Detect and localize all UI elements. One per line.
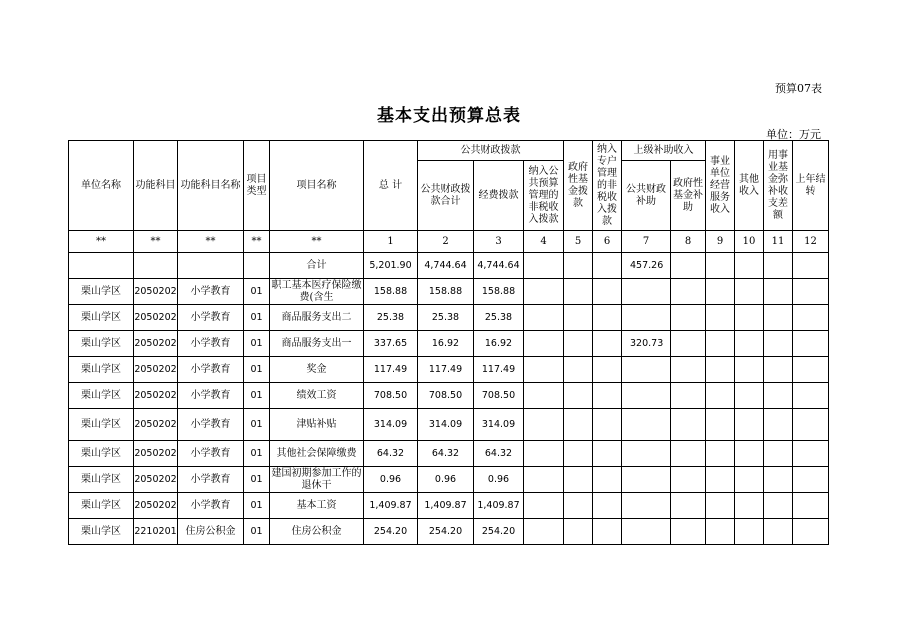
empty-cell (564, 305, 593, 331)
index-cell: 1 (364, 231, 418, 253)
empty-cell (671, 493, 706, 519)
cell-total: 314.09 (364, 409, 418, 441)
empty-cell (564, 493, 593, 519)
header-special-nontax: 纳入专户管理的非税收入拨款 (593, 141, 622, 231)
cell-funding: 1,409.87 (474, 493, 524, 519)
empty-cell (593, 383, 622, 409)
cell-code: 2050202 (134, 409, 178, 441)
empty-cell (793, 279, 829, 305)
index-cell: 6 (593, 231, 622, 253)
cell-code (134, 253, 178, 279)
cell-pf-total: 4,744.64 (418, 253, 474, 279)
index-cell: 4 (524, 231, 564, 253)
empty-cell (564, 383, 593, 409)
empty-cell (735, 357, 764, 383)
index-cell: ** (69, 231, 134, 253)
cell-pname: 基本工资 (270, 493, 364, 519)
empty-cell (706, 305, 735, 331)
cell-sup-pf (622, 441, 671, 467)
empty-cell (706, 279, 735, 305)
empty-cell (524, 331, 564, 357)
cell-ptype: 01 (244, 409, 270, 441)
empty-cell (735, 383, 764, 409)
empty-cell (706, 467, 735, 493)
empty-cell (671, 305, 706, 331)
cell-unit: 栗山学区 (69, 467, 134, 493)
index-cell: 8 (671, 231, 706, 253)
empty-cell (524, 493, 564, 519)
empty-cell (593, 305, 622, 331)
cell-funding: 158.88 (474, 279, 524, 305)
empty-cell (735, 331, 764, 357)
cell-ptype: 01 (244, 357, 270, 383)
table-row (69, 467, 829, 493)
empty-cell (564, 253, 593, 279)
cell-funding: 708.50 (474, 383, 524, 409)
cell-pname: 合计 (270, 253, 364, 279)
empty-cell (593, 409, 622, 441)
index-cell: 11 (764, 231, 793, 253)
header-gov-fund: 政府性基金拨款 (564, 141, 593, 231)
empty-cell (671, 253, 706, 279)
header-sup-public-fiscal: 公共财政补助 (622, 161, 671, 231)
cell-ptype: 01 (244, 383, 270, 409)
cell-pname: 绩效工资 (270, 383, 364, 409)
empty-cell (764, 493, 793, 519)
empty-cell (793, 331, 829, 357)
empty-cell (593, 519, 622, 545)
cell-total: 254.20 (364, 519, 418, 545)
cell-code: 2050202 (134, 493, 178, 519)
header-func-code: 功能科目 (134, 141, 178, 231)
cell-code: 2050202 (134, 467, 178, 493)
empty-cell (764, 383, 793, 409)
header-total: 总 计 (364, 141, 418, 231)
empty-cell (706, 519, 735, 545)
index-cell: ** (178, 231, 244, 253)
cell-pname: 住房公积金 (270, 519, 364, 545)
empty-cell (735, 253, 764, 279)
empty-cell (593, 253, 622, 279)
empty-cell (706, 253, 735, 279)
table-row (69, 441, 829, 467)
cell-unit: 栗山学区 (69, 441, 134, 467)
cell-sup-pf (622, 383, 671, 409)
cell-fname: 小学教育 (178, 493, 244, 519)
cell-ptype: 01 (244, 305, 270, 331)
empty-cell (764, 279, 793, 305)
empty-cell (524, 279, 564, 305)
unit-label: 单位：万元 (766, 128, 821, 141)
cell-pname: 商品服务支出一 (270, 331, 364, 357)
empty-cell (793, 357, 829, 383)
cell-code: 2050202 (134, 383, 178, 409)
empty-cell (564, 279, 593, 305)
form-code: 预算07表 (775, 82, 822, 95)
empty-cell (593, 493, 622, 519)
empty-cell (793, 467, 829, 493)
cell-code: 2050202 (134, 279, 178, 305)
cell-fname: 小学教育 (178, 409, 244, 441)
cell-code: 2210201 (134, 519, 178, 545)
empty-cell (706, 383, 735, 409)
cell-funding: 4,744.64 (474, 253, 524, 279)
cell-funding: 314.09 (474, 409, 524, 441)
header-fund-balance: 用事业基金弥补收支差额 (764, 141, 793, 231)
index-cell: 3 (474, 231, 524, 253)
header-func-name: 功能科目名称 (178, 141, 244, 231)
empty-cell (524, 467, 564, 493)
cell-pname: 其他社会保障缴费 (270, 441, 364, 467)
table-row (69, 305, 829, 331)
cell-fname (178, 253, 244, 279)
cell-total: 158.88 (364, 279, 418, 305)
header-superior-subsidy: 上级补助收入 (622, 141, 706, 161)
cell-pname: 奖金 (270, 357, 364, 383)
empty-cell (764, 409, 793, 441)
cell-unit: 栗山学区 (69, 519, 134, 545)
empty-cell (706, 493, 735, 519)
empty-cell (564, 357, 593, 383)
cell-unit: 栗山学区 (69, 357, 134, 383)
cell-pf-total: 0.96 (418, 467, 474, 493)
cell-pf-total: 64.32 (418, 441, 474, 467)
cell-sup-pf (622, 305, 671, 331)
empty-cell (593, 279, 622, 305)
empty-cell (793, 441, 829, 467)
empty-cell (706, 441, 735, 467)
empty-cell (524, 441, 564, 467)
cell-total: 117.49 (364, 357, 418, 383)
empty-cell (764, 357, 793, 383)
cell-code: 2050202 (134, 305, 178, 331)
empty-cell (593, 331, 622, 357)
empty-cell (671, 519, 706, 545)
empty-cell (564, 467, 593, 493)
table-row (69, 331, 829, 357)
empty-cell (524, 519, 564, 545)
cell-total: 5,201.90 (364, 253, 418, 279)
cell-total: 337.65 (364, 331, 418, 357)
cell-code: 2050202 (134, 441, 178, 467)
cell-funding: 0.96 (474, 467, 524, 493)
cell-sup-pf (622, 493, 671, 519)
cell-fname: 小学教育 (178, 441, 244, 467)
cell-funding: 25.38 (474, 305, 524, 331)
empty-cell (793, 519, 829, 545)
table-row (69, 409, 829, 441)
empty-cell (671, 357, 706, 383)
cell-fname: 住房公积金 (178, 519, 244, 545)
header-unit-name: 单位名称 (69, 141, 134, 231)
empty-cell (593, 441, 622, 467)
table-row (69, 279, 829, 305)
budget-table (68, 140, 829, 545)
cell-unit: 栗山学区 (69, 493, 134, 519)
cell-pname: 津贴补贴 (270, 409, 364, 441)
cell-pf-total: 16.92 (418, 331, 474, 357)
cell-total: 25.38 (364, 305, 418, 331)
cell-pf-total: 158.88 (418, 279, 474, 305)
empty-cell (671, 409, 706, 441)
empty-cell (735, 279, 764, 305)
total-row (69, 253, 829, 279)
table-row (69, 493, 829, 519)
empty-cell (764, 441, 793, 467)
index-cell: 10 (735, 231, 764, 253)
header-sup-gov-fund: 政府性基金补助 (671, 161, 706, 231)
cell-code: 2050202 (134, 331, 178, 357)
cell-pf-total: 708.50 (418, 383, 474, 409)
cell-sup-pf (622, 409, 671, 441)
index-cell: 9 (706, 231, 735, 253)
cell-ptype: 01 (244, 519, 270, 545)
index-cell: 7 (622, 231, 671, 253)
empty-cell (593, 467, 622, 493)
cell-total: 0.96 (364, 467, 418, 493)
empty-cell (735, 467, 764, 493)
cell-sup-pf (622, 357, 671, 383)
empty-cell (564, 409, 593, 441)
empty-cell (735, 441, 764, 467)
header-carryover: 上年结转 (793, 141, 829, 231)
cell-fname: 小学教育 (178, 383, 244, 409)
cell-pf-total: 117.49 (418, 357, 474, 383)
header-nontax-in-budget: 纳入公共预算管理的非税收入拨款 (524, 161, 564, 231)
header-proj-name: 项目名称 (270, 141, 364, 231)
empty-cell (735, 493, 764, 519)
index-cell: 2 (418, 231, 474, 253)
header-funding: 经费拨款 (474, 161, 524, 231)
cell-unit: 栗山学区 (69, 383, 134, 409)
cell-ptype: 01 (244, 331, 270, 357)
header-business-income: 事业单位经营服务收入 (706, 141, 735, 231)
cell-sup-pf (622, 467, 671, 493)
empty-cell (764, 305, 793, 331)
cell-funding: 254.20 (474, 519, 524, 545)
cell-fname: 小学教育 (178, 331, 244, 357)
cell-sup-pf: 457.26 (622, 253, 671, 279)
empty-cell (671, 383, 706, 409)
table-row (69, 383, 829, 409)
cell-ptype: 01 (244, 279, 270, 305)
cell-pf-total: 314.09 (418, 409, 474, 441)
cell-pname: 商品服务支出二 (270, 305, 364, 331)
cell-funding: 64.32 (474, 441, 524, 467)
cell-unit: 栗山学区 (69, 305, 134, 331)
index-cell: ** (270, 231, 364, 253)
cell-code: 2050202 (134, 357, 178, 383)
empty-cell (793, 305, 829, 331)
header-public-fiscal: 公共财政拨款 (418, 141, 564, 161)
cell-sup-pf (622, 519, 671, 545)
cell-fname: 小学教育 (178, 357, 244, 383)
empty-cell (524, 305, 564, 331)
empty-cell (764, 467, 793, 493)
empty-cell (735, 409, 764, 441)
cell-ptype: 01 (244, 467, 270, 493)
empty-cell (524, 357, 564, 383)
empty-cell (764, 519, 793, 545)
empty-cell (564, 441, 593, 467)
index-cell: ** (134, 231, 178, 253)
cell-sup-pf (622, 279, 671, 305)
header-public-fiscal-total: 公共财政拨款合计 (418, 161, 474, 231)
empty-cell (764, 331, 793, 357)
cell-sup-pf: 320.73 (622, 331, 671, 357)
empty-cell (593, 357, 622, 383)
empty-cell (735, 519, 764, 545)
empty-cell (524, 253, 564, 279)
cell-funding: 16.92 (474, 331, 524, 357)
table-row (69, 519, 829, 545)
table-row (69, 357, 829, 383)
cell-pf-total: 254.20 (418, 519, 474, 545)
cell-fname: 小学教育 (178, 305, 244, 331)
empty-cell (793, 383, 829, 409)
page-title: 基本支出预算总表 (377, 106, 521, 126)
empty-cell (524, 409, 564, 441)
cell-pf-total: 25.38 (418, 305, 474, 331)
index-row (69, 231, 829, 253)
empty-cell (524, 383, 564, 409)
empty-cell (793, 409, 829, 441)
empty-cell (564, 519, 593, 545)
cell-unit: 栗山学区 (69, 279, 134, 305)
cell-unit: 栗山学区 (69, 331, 134, 357)
empty-cell (706, 409, 735, 441)
empty-cell (706, 357, 735, 383)
cell-ptype: 01 (244, 441, 270, 467)
header-proj-type: 项目类型 (244, 141, 270, 231)
index-cell: ** (244, 231, 270, 253)
cell-unit: 栗山学区 (69, 409, 134, 441)
cell-total: 1,409.87 (364, 493, 418, 519)
cell-total: 708.50 (364, 383, 418, 409)
empty-cell (706, 331, 735, 357)
cell-ptype: 01 (244, 493, 270, 519)
empty-cell (793, 253, 829, 279)
cell-fname: 小学教育 (178, 279, 244, 305)
empty-cell (671, 331, 706, 357)
header-row-1 (69, 141, 829, 161)
index-cell: 12 (793, 231, 829, 253)
empty-cell (671, 441, 706, 467)
empty-cell (793, 493, 829, 519)
empty-cell (671, 279, 706, 305)
cell-total: 64.32 (364, 441, 418, 467)
cell-pname: 职工基本医疗保险缴费(含生 (271, 279, 362, 303)
empty-cell (764, 253, 793, 279)
cell-ptype (244, 253, 270, 279)
empty-cell (564, 331, 593, 357)
cell-unit (69, 253, 134, 279)
cell-fname: 小学教育 (178, 467, 244, 493)
cell-funding: 117.49 (474, 357, 524, 383)
index-cell: 5 (564, 231, 593, 253)
cell-pname: 建国初期参加工作的退休干 (271, 467, 362, 491)
cell-pf-total: 1,409.87 (418, 493, 474, 519)
empty-cell (671, 467, 706, 493)
header-other-income: 其他收入 (735, 141, 764, 231)
empty-cell (735, 305, 764, 331)
